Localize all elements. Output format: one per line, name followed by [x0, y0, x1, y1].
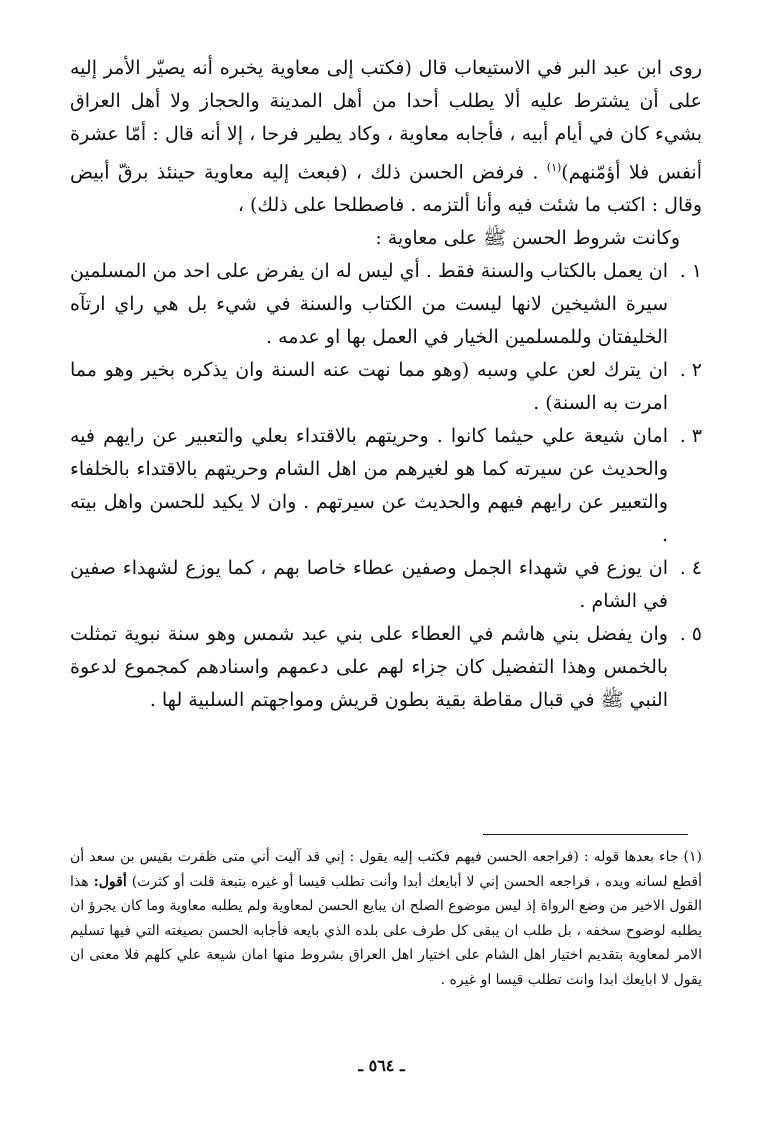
condition-text: ان يترك لعن علي وسبه (وهو مما نهت عنه السنة وان يذكره بخير وهو مما امرت به السنة) . [70, 359, 668, 415]
condition-text: امان شيعة علي حيثما كانوا . وحريتهم بالاقتداء بعلي والتعبير عن رايهم فيه والحديث عن سيرته كما هو لغيرهم من اهل الشام وحريتهم بالاقتداء بالخلفاء والتعبير عن رايهم فيهم والحديث عن سيرتهم . وان لا يكيد للحسن واهل بيته . [70, 425, 668, 547]
footnote-text: (١) جاء بعدها قوله : (فراجعه الحسن فيهم فكتب إليه يقول : إني قد آليت أني متى ظفرت بقيس بن سعد أن أقطع لسانه ويده ، فراجعه الحسن إني لا أبايعك أبدا وأنت تطلب قيسا أو غيره بتبعة قلت أو كثرت) [70, 849, 702, 890]
condition-number: ٥ . [679, 623, 702, 646]
condition-number: ٣ . [679, 425, 702, 448]
intro-paragraph [70, 52, 702, 222]
page-number: ـ ٥٦٤ ـ [358, 1056, 405, 1075]
condition-item [70, 420, 702, 552]
conditions-heading: وكانت شروط الحسن ﷺ على معاوية : [375, 227, 680, 250]
main-text [70, 52, 702, 717]
condition-number: ٤ . [679, 557, 702, 580]
intro-continuation: . فرفض الحسن ذلك ، (فبعث إليه معاوية حينئذ برقّ أبيض وقال : اكتب ما شئت فيه وأنا ألتزمه . فاصطلحا على ذلك) ، [70, 161, 702, 217]
condition-number: ٢ . [679, 359, 702, 382]
footnote-reference: (١) [546, 161, 562, 174]
intro-text: روى ابن عبد البر في الاستيعاب قال (فكتب إلى معاوية يخبره أنه يصيّر الأمر إليه على أن يشترط عليه ألا يطلب أحدا من أهل المدينة والحجاز ولا أهل العراق بشيء كان في أيام أبيه ، فأجابه معاوية ، وكاد يطير فرحا ، إلا أنه قال : أمّا عشرة أنفس فلا أؤمّنهم) [70, 57, 702, 184]
condition-text: ان يوزع في شهداء الجمل وصفين عطاء خاصا بهم ، كما يوزع لشهداء صفين في الشام . [70, 557, 668, 613]
condition-item [70, 354, 702, 420]
condition-item [70, 618, 702, 717]
condition-item [70, 255, 702, 354]
condition-text: وان يفضل بني هاشم في العطاء على بني عبد شمس وهو سنة نبوية تمثلت بالخمس وهذا التفضيل كان جزاء لهم على دعمهم واسنادهم كمجموع لدعوة النبي ﷺ في قبال مقاطة بقية بطون قريش ومواجهتم السلبية لها . [70, 623, 668, 712]
footnote-divider [483, 834, 688, 835]
footnote-paragraph [70, 845, 702, 992]
footnote [70, 845, 702, 992]
condition-item [70, 552, 702, 618]
footnote-label: أقول: [93, 873, 127, 890]
condition-number: ١ . [679, 260, 702, 283]
footnote-comment: هذا القول الاخير من وضع الرواة إذ ليس موضوع الصلح ان يبايع الحسن لمعاوية ولم يطلبه معاوية وما كان يجرؤ ان يطلبه لوضوح سخفه ، بل طلب ان يبقى كل طرف على بلده الذي بايعه فأجابه الحسن بصيغته التي فيها تسليم الامر لمعاوية بتقديم اختيار اهل الشام على اختيار اهل العراق بشروط منها امان شيعة علي كلهم فلا معنى ان يقول لا ابايعك ابدا وانت تطلب قيسا او غيره . [70, 873, 702, 988]
condition-text: ان يعمل بالكتاب والسنة فقط . أي ليس له ان يفرض على احد من المسلمين سيرة الشيخين لانها ليست من الكتاب والسنة في شيء بل هي راي ارتآه الخليفتان وللمسلمين الخيار في العمل بها او عدمه . [70, 260, 668, 349]
